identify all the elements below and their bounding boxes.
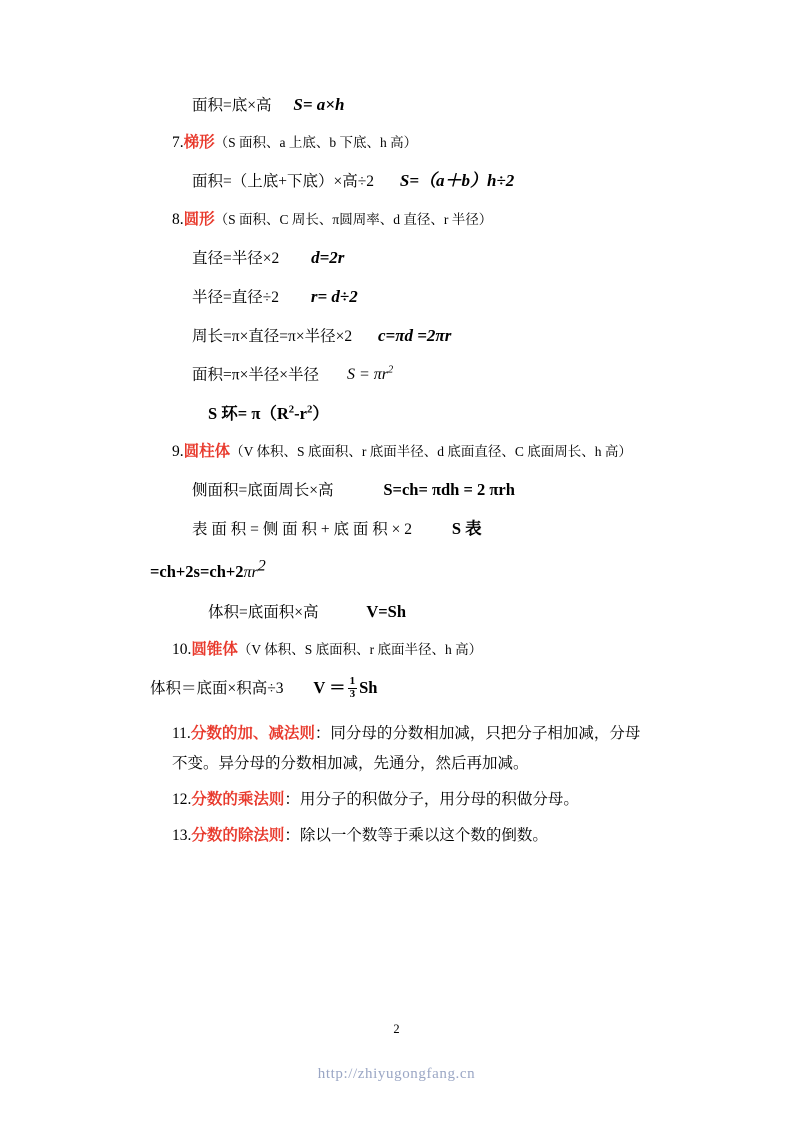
item-number-11: 11. xyxy=(172,724,191,742)
formula-line-radius xyxy=(150,284,643,310)
text-surface-area: 表 面 积 = 侧 面 积 + 底 面 积 × 2 xyxy=(192,520,412,538)
page-number: 2 xyxy=(393,1022,400,1036)
rule-fraction-multiplication xyxy=(150,785,643,815)
formula-line-cone-volume xyxy=(150,675,643,701)
formula-line-parallelogram-area xyxy=(150,92,643,118)
formula-ring-area: S 环= $\pi(R^2-r^2)$ xyxy=(208,403,329,423)
text-radius: 半径=直径÷2 xyxy=(192,289,279,307)
note-circle: （S 面积、C 周长、π圆周率、d 直径、r 半径） xyxy=(214,211,493,227)
text-cylinder-volume: 体积=底面积×高 xyxy=(208,604,319,622)
exponent-r2: 2 xyxy=(306,403,313,416)
formula-parallelogram-area: S= a×h xyxy=(293,95,345,114)
item-number-10: 10. xyxy=(172,641,192,659)
exponent-R2: 2 xyxy=(288,403,295,416)
title-fraction-add-sub: 分数的加、减法则 xyxy=(190,724,315,742)
title-trapezoid: 梯形 xyxy=(183,134,215,152)
item-number-8: 8. xyxy=(172,210,184,228)
fraction-one-third: $\frac{1}{3}$ xyxy=(349,675,356,700)
heading-cylinder xyxy=(150,440,643,464)
formula-trapezoid-area: S=（a＋b）h÷2 xyxy=(399,171,515,191)
rule-fraction-addition-subtraction xyxy=(150,719,643,779)
formula-line-circle-area xyxy=(150,363,643,388)
formula-surface-area-expression: $=ch+2s=ch+2\pi r^2$ xyxy=(150,557,266,582)
text-lateral-area: 侧面积=底面周长×高 xyxy=(192,481,334,499)
formula-line-ring-area xyxy=(150,401,643,427)
body-fraction-div: ：除以一个数等于乘以这个数的倒数。 xyxy=(284,827,548,845)
formula-circumference: c=πd =2πr xyxy=(377,326,452,346)
formula-radius: r= d÷2 xyxy=(310,287,358,307)
formula-line-surface-area-cont xyxy=(150,555,643,586)
item-number-9: 9. xyxy=(172,442,184,460)
watermark-url: http://zhiyugongfang.cn xyxy=(317,1066,476,1082)
exponent-2: 2 xyxy=(387,364,394,376)
item-number-13: 13. xyxy=(172,827,192,845)
formula-surface-area-label: S 表 xyxy=(451,518,482,538)
formula-circle-area: $S = \pi r^2$ xyxy=(346,364,394,384)
title-cone: 圆锥体 xyxy=(191,641,238,659)
exponent-r2-surface: 2 xyxy=(257,557,266,575)
title-circle: 圆形 xyxy=(183,210,215,228)
body-fraction-mult: ：用分子的积做分子，用分母的积做分母。 xyxy=(284,790,579,808)
title-fraction-div: 分数的除法则 xyxy=(191,827,285,845)
note-cone: （V 体积、S 底面积、r 底面半径、h 高） xyxy=(237,642,483,658)
formula-line-diameter xyxy=(150,245,643,271)
formula-line-circumference xyxy=(150,323,643,349)
note-cylinder: （V 体积、S 底面积、r 底面半径、d 底面直径、C 底面周长、h 高） xyxy=(230,443,632,459)
text-circle-area: 面积=π×半径×半径 xyxy=(192,366,320,384)
item-number-7: 7. xyxy=(172,134,184,152)
formula-line-surface-area xyxy=(150,516,643,542)
formula-lateral-area: S=ch= πdh = 2 πrh xyxy=(383,479,515,499)
note-trapezoid: （S 面积、a 上底、b 下底、h 高） xyxy=(214,135,418,151)
formula-line-trapezoid-area xyxy=(150,168,643,194)
formula-cone-volume: V ＝ $\frac{1}{3}$ Sh xyxy=(313,675,378,700)
formula-diameter: d=2r xyxy=(311,247,345,267)
item-number-12: 12. xyxy=(172,790,192,808)
body-fraction-add-sub: ：同分母的分数相加减，只把分子相加减，分母不变。异分母的分数相加减，先通分，然后再加减。 xyxy=(172,724,641,772)
formula-cylinder-volume: V=Sh xyxy=(366,602,407,622)
text-diameter: 直径=半径×2 xyxy=(192,249,280,267)
text-circumference: 周长=π×直径=π×半径×2 xyxy=(192,328,353,346)
text-parallelogram-area: 面积=底×高 xyxy=(192,97,272,114)
title-fraction-mult: 分数的乘法则 xyxy=(191,790,285,808)
text-trapezoid-area: 面积=（上底+下底）×高÷2 xyxy=(192,173,374,191)
formula-line-lateral-area xyxy=(150,477,643,503)
heading-circle xyxy=(150,208,643,232)
heading-trapezoid xyxy=(150,131,643,155)
formula-line-cylinder-volume xyxy=(150,599,643,625)
text-cone-volume: 体积＝底面×积高÷3 xyxy=(150,680,284,698)
heading-cone xyxy=(150,638,643,662)
rule-fraction-division xyxy=(150,821,643,851)
title-cylinder: 圆柱体 xyxy=(183,442,231,460)
